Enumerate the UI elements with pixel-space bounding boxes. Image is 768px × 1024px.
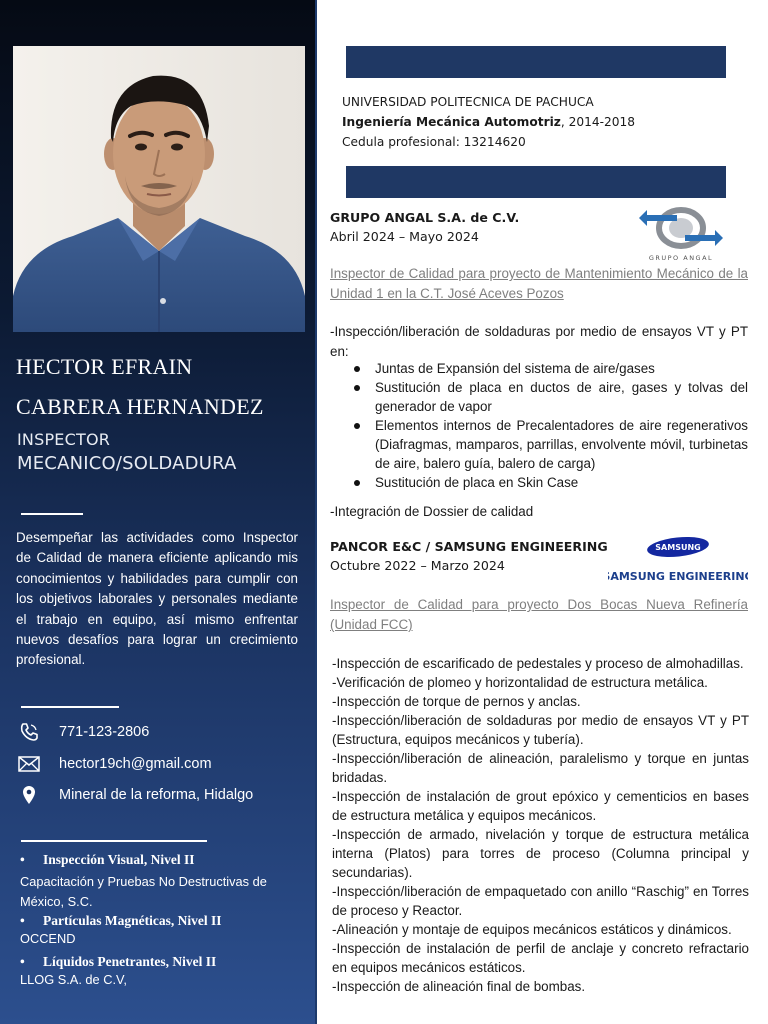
certification-issuer: OCCEND <box>20 931 76 946</box>
email-address: hector19ch@gmail.com <box>59 756 212 772</box>
role-title: INSPECTOR <box>17 430 111 449</box>
certification-issuer: Capacitación y Pruebas No Destructivas de México, S.C. <box>20 874 267 909</box>
contact-phone[interactable] <box>18 721 149 743</box>
list-item: Sustitución de placa en ductos de aire, gases y tolvas del generador de vapor <box>330 378 748 416</box>
education-degree-line <box>342 115 635 129</box>
company-name: GRUPO ANGAL S.A. de C.V. <box>330 210 520 225</box>
job-intro: -Inspección/liberación de soldaduras por medio de ensayos VT y PT en: <box>330 324 748 359</box>
divider <box>21 513 83 515</box>
experience-header-bar <box>346 166 726 198</box>
job-period: Octubre 2022 – Marzo 2024 <box>330 558 505 573</box>
job-bullet-list <box>330 359 748 492</box>
list-item: -Inspección de escarificado de pedestales y proceso de almohadillas. <box>332 656 744 671</box>
list-item: -Inspección de armado, nivelación y torque de estructura metálica interna (Platos) para torres de proceso (Columna principal y secundarias). <box>332 827 749 880</box>
job-position-title: Inspector de Calidad para proyecto de Mantenimiento Mecánico de la Unidad 1 en la C.T. José Aceves Pozos <box>330 266 748 301</box>
sidebar <box>0 0 317 1024</box>
education-years: , 2014-2018 <box>560 115 636 129</box>
list-item: -Inspección de instalación de perfil de anclaje y concreto refractario en equipos mecánicos estáticos. <box>332 941 749 975</box>
phone-number: 771-123-2806 <box>59 724 150 740</box>
list-item: Elementos internos de Precalentadores de aire regenerativos (Diafragmas, mamparos, parrillas, envolvente móvil, turbinetas de aire, balero guía, balero de carga) <box>330 416 748 473</box>
map-pin-icon <box>18 785 40 805</box>
company-name: PANCOR E&C / SAMSUNG ENGINEERING <box>330 539 608 554</box>
list-item: -Inspección de instalación de grout epóxico y cementicios en bases de estructura metálica y equipos mecánicos. <box>332 789 749 823</box>
logo-text: SAMSUNG <box>655 543 701 552</box>
objective-text: Desempeñar las actividades como Inspector de Calidad de manera eficiente aplicando mis conocimientos y habilidades para cumplir con los objetivos laborales y personales mediante el trabajo en equipo, así mismo enfrentar nuevos desafíos para lograr un crecimiento profesional. <box>16 530 298 668</box>
list-item: -Inspección/liberación de empaquetado con anillo “Raschig” en Torres de proceso y Reactor. <box>332 884 749 918</box>
list-item: -Inspección/liberación de soldaduras por medio de ensayos VT y PT (Estructura, equipos mecánicos y tubería). <box>332 713 749 747</box>
certification-issuer: LLOG S.A. de C.V, <box>20 972 127 987</box>
list-item: -Verificación de plomeo y horizontalidad de estructura metálica. <box>332 675 708 690</box>
divider <box>21 840 207 842</box>
job-position-title: Inspector de Calidad para proyecto Dos Bocas Nueva Refinería (Unidad FCC) <box>330 597 748 632</box>
job-task-list <box>332 654 749 996</box>
logo-text: GRUPO ANGAL <box>648 254 714 262</box>
divider <box>21 706 119 708</box>
education-license: Cedula profesional: 13214620 <box>342 135 526 149</box>
list-item: Sustitución de placa en Skin Case <box>330 473 748 492</box>
list-item: -Inspección/liberación de alineación, paralelismo y torque en juntas bridadas. <box>332 751 749 785</box>
certification-item: • Inspección Visual, Nivel II Capacitación y Pruebas No Destructivas de México, S.C. <box>20 852 310 912</box>
contact-location <box>18 784 253 806</box>
education-header-bar <box>346 46 726 78</box>
certification-title: Líquidos Penetrantes, Nivel II <box>43 954 217 969</box>
location-text: Mineral de la reforma, Hidalgo <box>59 787 254 803</box>
role-specialty: MECANICO/SOLDADURA <box>17 453 237 474</box>
certification-item: • Partículas Magnéticas, Nivel II OCCEND <box>20 913 310 949</box>
list-item: -Alineación y montaje de equipos mecánicos estáticos y dinámicos. <box>332 922 732 937</box>
job-period: Abril 2024 – Mayo 2024 <box>330 229 479 244</box>
phone-icon <box>18 722 40 742</box>
list-item: -Inspección de alineación final de bombas. <box>332 979 586 994</box>
profile-photo <box>13 46 305 332</box>
list-item: Juntas de Expansión del sistema de aire/gases <box>330 359 748 378</box>
envelope-icon <box>18 754 40 774</box>
contact-email[interactable] <box>18 753 212 775</box>
job-outro: -Integración de Dossier de calidad <box>330 504 534 519</box>
education-school: UNIVERSIDAD POLITECNICA DE PACHUCA <box>342 95 594 109</box>
list-item: -Inspección de torque de pernos y anclas. <box>332 694 581 709</box>
samsung-engineering-logo <box>608 535 748 587</box>
portrait-image <box>13 46 305 332</box>
logo-subtext: SAMSUNG ENGINEERING <box>608 570 748 583</box>
education-degree: Ingeniería Mecánica Automotriz <box>342 115 561 129</box>
certification-title: Inspección Visual, Nivel II <box>43 852 195 867</box>
name-last: CABRERA HERNANDEZ <box>16 394 264 419</box>
certification-title: Partículas Magnéticas, Nivel II <box>43 913 222 928</box>
name-first: HECTOR EFRAIN <box>16 354 193 379</box>
certification-item: • Líquidos Penetrantes, Nivel II LLOG S.A. de C.V, <box>20 954 310 990</box>
grupo-angal-logo <box>635 204 727 262</box>
